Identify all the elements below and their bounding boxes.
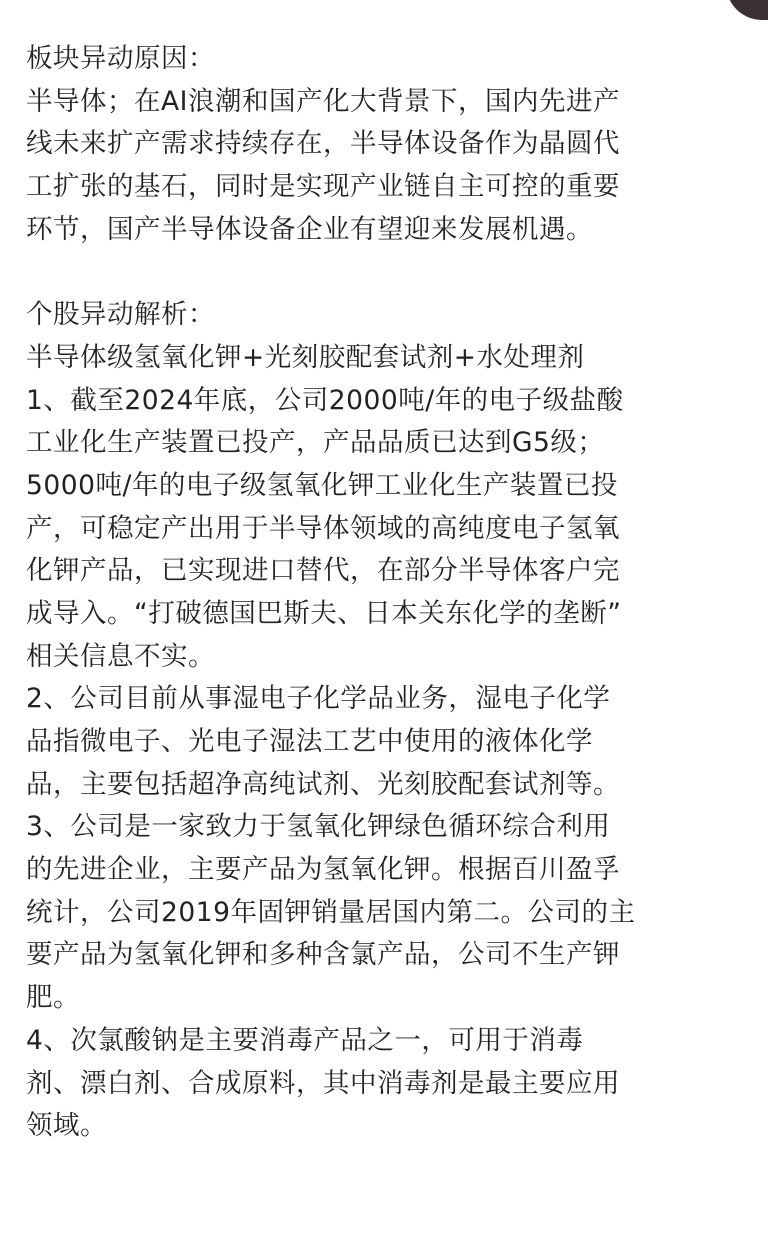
blank-line	[26, 251, 746, 294]
point-2-line: 品，主要包括超净高纯试剂、光刻胶配套试剂等。	[26, 768, 620, 800]
point-3-line: 要产品为氢氧化钾和多种含氯产品，公司不生产钾	[26, 939, 620, 971]
article-body	[26, 38, 746, 1148]
point-1-line: 化钾产品，已实现进口替代，在部分半导体客户完	[26, 555, 620, 587]
paragraph-line: 环节，国产半导体设备企业有望迎来发展机遇。	[26, 213, 593, 245]
stock-theme-subheading: 半导体级氢氧化钾+光刻胶配套试剂+水处理剂	[26, 341, 585, 373]
point-3-line: 的先进企业，主要产品为氢氧化钾。根据百川盈孚	[26, 854, 620, 886]
window-corner-decoration	[726, 0, 768, 20]
point-1-line: 5000吨/年的电子级氢氧化钾工业化生产装置已投	[26, 469, 618, 501]
paragraph-line: 工扩张的基石，同时是实现产业链自主可控的重要	[26, 171, 620, 203]
point-1-line: 工业化生产装置已投产，产品品质已达到G5级；	[26, 427, 605, 459]
point-1-line: 相关信息不实。	[26, 640, 215, 672]
paragraph-line: 线未来扩产需求持续存在，半导体设备作为晶圆代	[26, 128, 620, 160]
section-heading-stock-analysis: 个股异动解析：	[26, 299, 215, 331]
point-1-line: 成导入。“打破德国巴斯夫、日本关东化学的垄断”	[26, 597, 622, 629]
point-1-line: 产，可稳定产出用于半导体领域的高纯度电子氢氧	[26, 512, 620, 544]
point-3-line: 肥。	[26, 982, 80, 1014]
point-3-line: 统计，公司2019年固钾销量居国内第二。公司的主	[26, 896, 636, 928]
point-2-line: 2、公司目前从事湿电子化学品业务，湿电子化学	[26, 683, 611, 715]
point-2-line: 品指微电子、光电子湿法工艺中使用的液体化学	[26, 726, 593, 757]
point-4-line: 剂、漂白剂、合成原料，其中消毒剂是最主要应用	[26, 1067, 620, 1099]
point-4-line: 4、次氯酸钠是主要消毒产品之一，可用于消毒	[26, 1024, 584, 1056]
paragraph-line: 半导体；在AI浪潮和国产化大背景下，国内先进产	[26, 85, 620, 117]
section-heading-sector-reason: 板块异动原因：	[26, 43, 215, 74]
point-4-line: 领域。	[26, 1110, 107, 1142]
point-1-line: 1、截至2024年底，公司2000吨/年的电子级盐酸	[26, 384, 624, 416]
point-3-line: 3、公司是一家致力于氢氧化钾绿色循环综合利用	[26, 811, 611, 843]
